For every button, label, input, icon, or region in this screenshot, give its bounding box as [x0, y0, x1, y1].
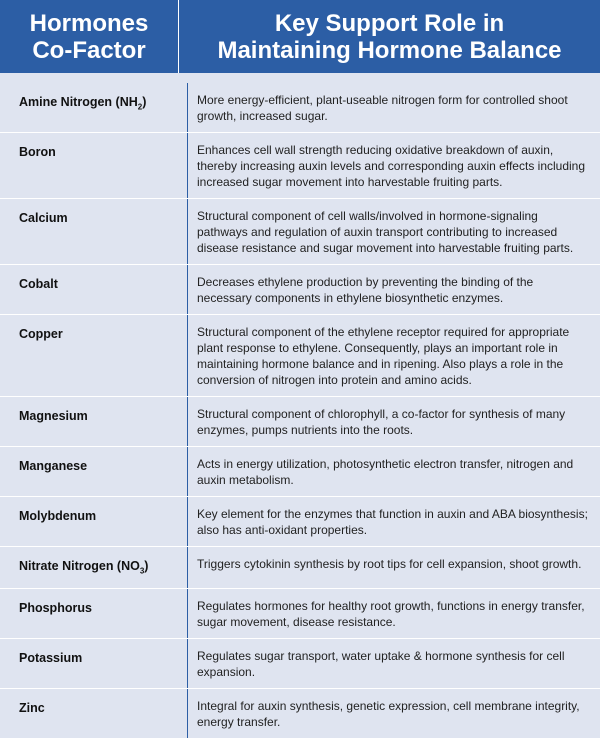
cofactor-name: Boron	[0, 133, 188, 198]
cofactor-name: Potassium	[0, 639, 188, 688]
table-row	[0, 689, 600, 738]
cofactor-name: Manganese	[0, 447, 188, 496]
cofactor-role: Triggers cytokinin synthesis by root tips for cell expansion, shoot growth.	[197, 557, 582, 571]
cofactor-role: Structural component of chlorophyll, a co-factor for synthesis of many enzymes, pumps nutrients into the roots.	[197, 407, 566, 437]
cofactor-name: Magnesium	[0, 397, 188, 446]
cofactor-role: Structural component of the ethylene receptor required for appropriate plant response to ethylene. Consequently, plays an important role in maintaining hormone balance and in ripening. Also plays a role in the conversion of nitrogen into protein and amino acids.	[197, 325, 570, 387]
table-header	[0, 0, 600, 73]
header-cofactor-line2: Co-Factor	[32, 36, 146, 64]
table-row	[0, 315, 600, 397]
table-row	[0, 397, 600, 447]
table-row	[0, 265, 600, 315]
header-role-line2: Maintaining Hormone Balance	[217, 36, 562, 64]
cofactor-name: Copper	[0, 315, 188, 396]
table-row	[0, 199, 600, 265]
cofactor-role: Acts in energy utilization, photosynthetic electron transfer, nitrogen and auxin metabolism.	[197, 457, 574, 487]
table-body	[0, 73, 600, 738]
cofactor-name: Nitrate Nitrogen $(NO_3)$	[0, 547, 188, 588]
cofactor-role: Structural component of cell walls/involved in hormone-signaling pathways and regulation of auxin transport contributing to increased disease resistance and sugar movement into harvestable fruiting parts.	[197, 209, 574, 255]
cofactor-name: Cobalt	[0, 265, 188, 314]
cofactor-role: Key element for the enzymes that function in auxin and ABA biosynthesis; also has anti-oxidant properties.	[197, 507, 588, 537]
table-row	[0, 133, 600, 199]
table-row	[0, 639, 600, 689]
cofactor-role: Integral for auxin synthesis, genetic expression, cell membrane integrity, energy transfer.	[197, 698, 580, 729]
cofactor-name: Phosphorus	[0, 589, 188, 638]
cofactor-role: Regulates sugar transport, water uptake & hormone synthesis for cell expansion.	[197, 648, 565, 679]
header-role-line1: Key Support Role in	[274, 9, 505, 37]
table-row	[0, 497, 600, 547]
cofactor-role: More energy-efficient, plant-useable nitrogen form for controlled shoot growth, increased sugar.	[197, 93, 568, 123]
cofactor-name: Amine Nitrogen $(NH_2)$	[0, 83, 188, 132]
cofactor-role: Enhances cell wall strength reducing oxidative breakdown of auxin, thereby increasing auxin levels and corresponding auxin effects including increased sugar movement into harvestable fruiting parts.	[197, 143, 586, 189]
table-row	[0, 589, 600, 639]
table-row	[0, 547, 600, 589]
header-role	[179, 0, 600, 73]
cofactor-name: Calcium	[0, 199, 188, 264]
table-row	[0, 83, 600, 133]
header-cofactor-line1: Hormones	[29, 9, 149, 37]
cofactor-name: Molybdenum	[0, 497, 188, 546]
header-cofactor	[0, 0, 179, 73]
cofactor-role: Decreases ethylene production by preventing the binding of the necessary components in ethylene biosynthetic enzymes.	[197, 275, 534, 305]
cofactor-name: Zinc	[0, 689, 188, 738]
cofactor-role: Regulates hormones for healthy root growth, functions in energy transfer, sugar movement, disease resistance.	[197, 598, 585, 629]
table-row	[0, 447, 600, 497]
